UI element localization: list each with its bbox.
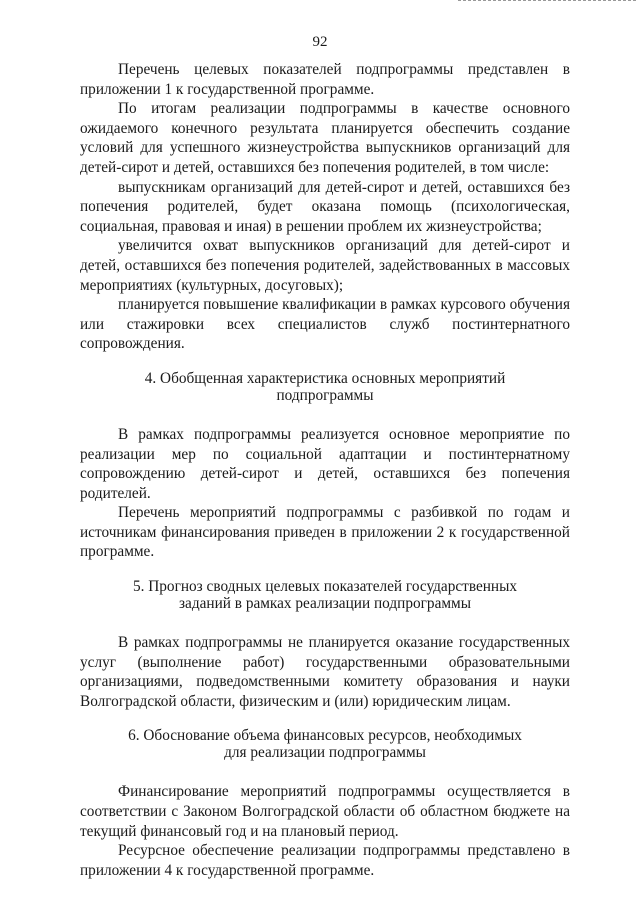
paragraph-indicators-reference: Перечень целевых показателей подпрограммы представлен в приложении 1 к государственной программе. [80,61,570,98]
page-number: 92 [312,34,328,50]
section-4-heading-line1: 4. Обобщенная характеристика основных мероприятий [144,369,506,387]
section-5-heading-line1: 5. Прогноз сводных целевых показателей государственных [132,578,518,596]
list-item-coverage: увеличится охват выпускников организаций для детей-сирот и детей, оставшихся без попечения родителей, задействованных в массовых мероприятиях (культурных, досуговых); [80,237,570,294]
section-4-paragraph-2: Перечень мероприятий подпрограммы с разбивкой по годам и источникам финансирования приведен в приложении 2 к государственной программе. [80,504,570,561]
list-item-assistance: выпускникам организаций для детей-сирот и детей, оставшихся без попечения родителей, будет оказана помощь (психологическая, социальная, правовая и иная) в решении проблем их жизнеустройства; [80,178,570,235]
section-5-heading-line2: заданий в рамках реализации подпрограммы [178,595,471,613]
paragraph-expected-results: По итогам реализации подпрограммы в качестве основного ожидаемого конечного результата планируется обеспечить создание условий для успешного жизнеустройства выпускников организаций для детей-сирот и детей, оставшихся без попечения родителей, в том числе: [80,100,570,176]
section-4-paragraph-1: В рамках подпрограммы реализуется основное мероприятие по реализации мер по социальной адаптации и постинтернатному сопровождению детей-сирот и детей, оставшихся без попечения родителей. [80,425,570,502]
section-6-heading [80,727,570,761]
list-item-qualification: планируется повышение квалификации в рамках курсового обучения или стажировки всех специалистов служб постинтернатного сопровождения. [80,296,570,353]
section-6-heading-line2: для реализации подпрограммы [224,744,426,762]
section-6-paragraph-1: Финансирование мероприятий подпрограммы осуществляется в соответствии с Законом Волгоградской области об областном бюджете на текущий финансовый год и на плановый период. [80,783,570,840]
section-4-heading-line2: подпрограммы [276,386,374,404]
section-4-heading [80,370,570,404]
page-content [80,60,570,880]
section-5-paragraph-1: В рамках подпрограммы не планируется оказание государственных услуг (выполнение работ) государственными образовательными организациями, подведомственными комитету образования и науки Волгоградской области, физическим и (или) юридическим лицам. [80,634,570,710]
scan-edge-line [458,0,636,1]
section-6-paragraph-2: Ресурсное обеспечение реализации подпрограммы представлено в приложении 4 к государственной программе. [80,842,570,879]
section-5-heading [80,578,570,612]
section-6-heading-line1: 6. Обоснование объема финансовых ресурсов, необходимых [128,727,522,745]
